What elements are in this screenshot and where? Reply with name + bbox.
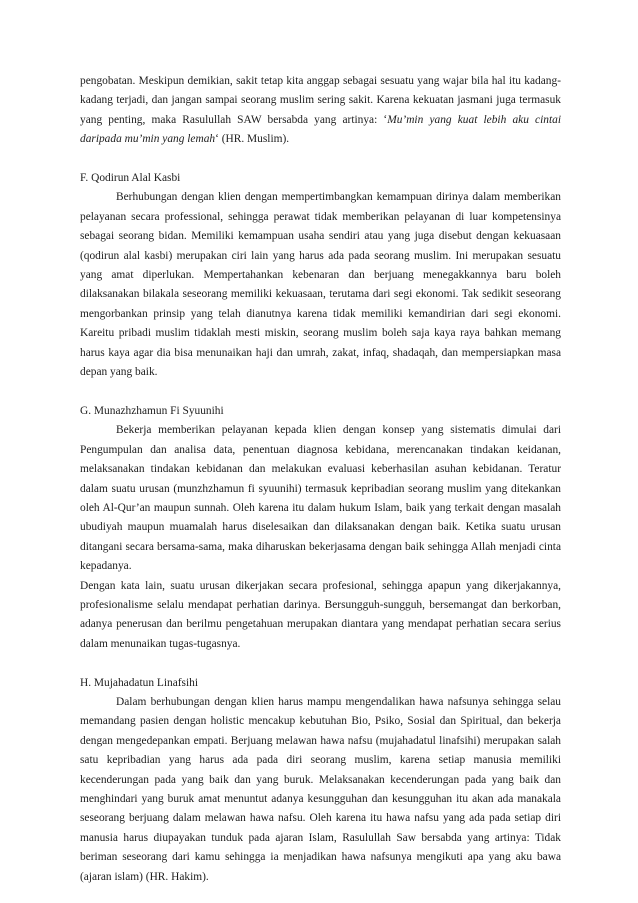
intro-text: pengobatan. Meskipun demikian, sakit tetap kita anggap sebagai sesuatu yang wajar bila hal itu kadang-kadang terjadi, dan jangan sampai seorang muslim sering sakit. Karena kekuatan jasmani juga termasuk yang penting, maka Rasulullah SAW bersabda yang artinya: ‘ <box>80 75 561 126</box>
intro-paragraph <box>80 72 561 150</box>
section-heading-h: H. Mujahadatun Linafsihi <box>80 676 198 689</box>
document-page <box>80 72 561 887</box>
section-g-paragraph-1: Bekerja memberikan pelayanan kepada klien dengan konsep yang sistematis dimulai dari Pengumpulan dan analisa data, penentuan diagnosa kebidana, merencanakan tindakan keidanan, melaksanakan tindakan kebidanan dan melakukan evaluasi keberhasilan asuhan kebidanan. Teratur dalam suatu urusan (munzhzhamun fi syuunihi) termasuk kepribadian seorang muslim yang ditekankan oleh Al-Qur’an maupun sunnah. Oleh karena itu dalam hukum Islam, baik yang terkait dengan masalah ubudiyah maupun muamalah harus diselesaikan dan dilaksanakan dengan baik. Ketika suatu urusan ditangani secara bersama-sama, maka diharuskan bekerjasama dengan baik sehingga Allah menjadi cinta kepadanya. <box>80 424 561 573</box>
section-spacer <box>80 150 561 169</box>
section-heading-f: F. Qodirun Alal Kasbi <box>80 172 181 185</box>
section-spacer <box>80 382 561 401</box>
section-g-paragraph-2: Dengan kata lain, suatu urusan dikerjakan secara profesional, sehingga apapun yang dikerjakannya, profesionalisme selalu mendapat perhatian darinya. Bersungguh-sungguh, bersemangat dan berkorban, adanya penerusan dan berilmu pengetahuan merupakan diantara yang mendapat perhatian secara serius dalam menunaikan tugas-tugasnya. <box>80 579 561 650</box>
hadith-quote: Mu’min yang kuat lebih aku cintai daripada mu’min yang lemah <box>80 113 561 146</box>
section-heading-g: G. Munazhzhamun Fi Syuunihi <box>80 404 224 417</box>
section-f-paragraph: Berhubungan dengan klien dengan mempertimbangkan kemampuan dirinya dalam memberikan pelayanan secara professional, sehingga perawat tidak memberikan pelayanan di luar kompetensinya sebagai seorang bidan. Memiliki kemampuan usaha sendiri atau yang juga disebut dengan kekuasaan (qodirun alal kasbi) merupakan ciri lain yang harus ada pada seorang muslim. Ini merupakan sesuatu yang amat diperlukan. Mempertahankan kebenaran dan berjuang menegakkannya baru boleh dilaksanakan bilakala seseorang memiliki kekuasaan, terutama dari segi ekonomi. Tak sedikit seseorang mengorbankan prinsip yang telah dianutnya karena tidak memiliki kemandirian dari segi ekonomi. Kareitu pribadi muslim tidaklah mesti miskin, seorang muslim boleh saja kaya raya bahkan memang harus kaya agar dia bisa menunaikan haji dan umrah, zakat, infaq, shadaqah, dan mempersiapkan masa depan yang baik. <box>80 191 561 379</box>
section-spacer <box>80 654 561 673</box>
intro-citation: ‘ (HR. Muslim). <box>215 133 290 146</box>
section-h-paragraph: Dalam berhubungan dengan klien harus mampu mengendalikan hawa nafsunya sehingga selau memandang pasien dengan holistic mencakup kebutuhan Bio, Psiko, Sosial dan Spiritual, dan bekerja dengan mengedepankan empati. Berjuang melawan hawa nafsu (mujahadatul linafsihi) merupakan salah satu kepribadian yang harus ada pada diri seorang muslim, karena setiap manusia memiliki kecenderungan pada yang baik dan yang buruk. Melaksanakan kecenderungan pada yang baik dan menghindari yang buruk amat menuntut adanya kesungguhan dan kesungguhan itu akan ada manakala seseorang berjuang dalam melawan hawa nafsu. Oleh karena itu hawa nafsu yang ada pada setiap diri manusia harus diupayakan tunduk pada ajaran Islam, Rasulullah Saw bersabda yang artinya: Tidak beriman seseorang dari kamu sehingga ia menjadikan hawa nafsunya mengikuti apa yang aku bawa (ajaran islam) (HR. Hakim). <box>80 695 561 883</box>
